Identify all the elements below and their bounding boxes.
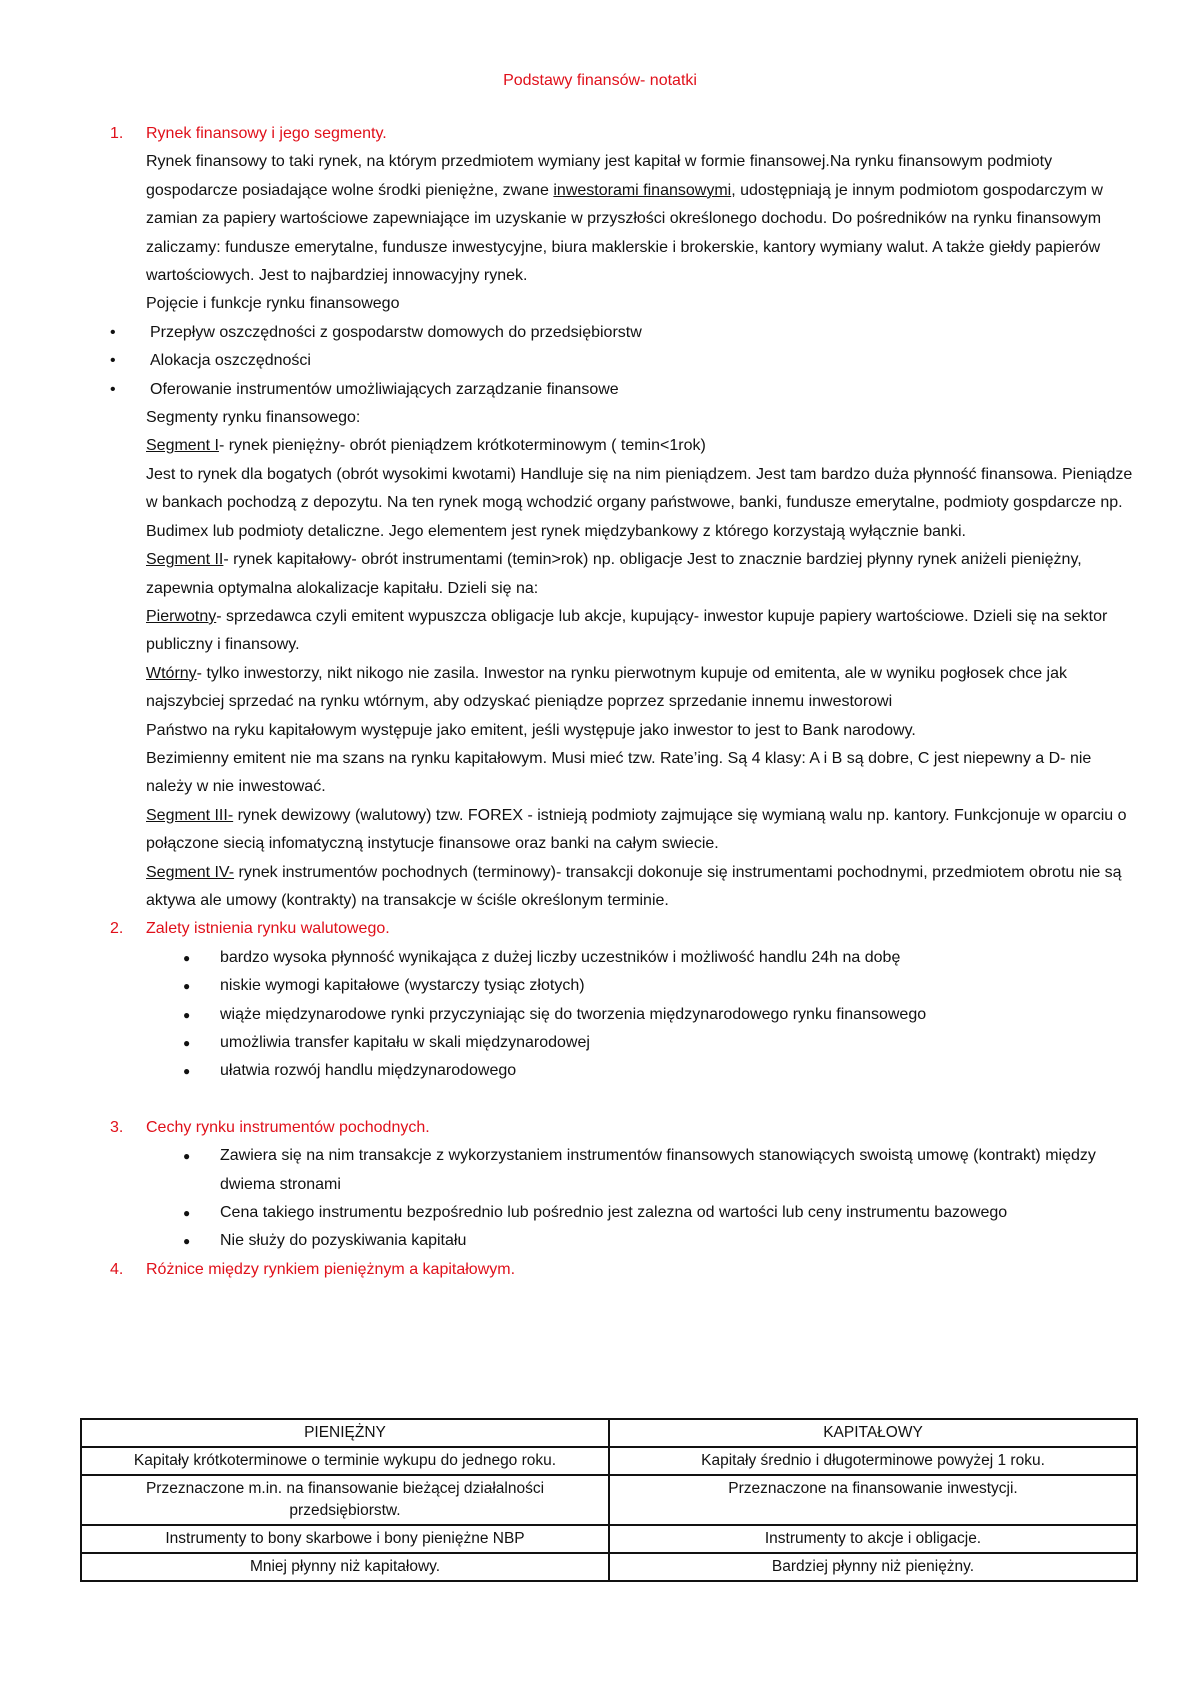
table-cell: Kapitały krótkoterminowe o terminie wykupu do jednego roku. [81,1447,609,1475]
segment-1-description: Jest to rynek dla bogatych (obrót wysokimi kwotami) Handluje się na nim pieniądzem. Jest tam bardzo duża płynność finansowa. Pieniądze w bankach pochodzą z depozytu. Na ten rynek mogą wchodzić organy państwowe, banki, fundusze emerytalne, podmioty gospdarcze np. Budimex lub podmioty detaliczne. Jego elementem jest rynek międzybankowy z którego korzystają wyłącznie banki. [146,465,1133,540]
segment-2 [80,546,1140,603]
table-row [81,1525,1137,1553]
list-item [80,1142,1140,1199]
table-cell: Kapitały średnio i długoterminowe powyżej 1 roku. [609,1447,1137,1475]
list-item [80,347,1140,375]
bullet-icon: ● [183,1234,191,1249]
table-row [81,1447,1137,1475]
bullet-icon: • [110,380,116,398]
segment-label: Segment I [146,437,219,455]
list-item [80,376,1140,404]
section-heading-1 [80,120,1140,148]
text-span: - rynek pieniężny- obrót pieniądzem krótkoterminowym ( temin<1rok) [218,437,706,455]
list-item-text: ułatwia rozwój handlu międzynarodowego [220,1062,517,1080]
section-title: Cechy rynku instrumentów pochodnych. [146,1118,430,1136]
table-cell: Przeznaczone na finansowanie inwestycji. [609,1475,1137,1525]
bullet-icon: ● [183,979,191,994]
segment-label: Wtórny [146,664,197,682]
state-paragraph: Państwo na ryku kapitałowym występuje jako emitent, jeśli występuje jako inwestor to jest to Bank narodowy. [146,721,916,739]
list-item-text: niskie wymogi kapitałowe (wystarczy tysiąc złotych) [220,977,585,995]
document-body [80,120,1140,1284]
segment-label: Segment II [146,551,224,569]
list-item [80,319,1140,347]
segment-1 [80,432,1140,460]
table-cell: Instrumenty to bony skarbowe i bony pieniężne NBP [81,1525,609,1553]
segments-heading: Segmenty rynku finansowego: [146,409,361,427]
table-header: PIENIĘŻNY [81,1419,609,1447]
text-span: , udostępniają je innym podmiotom gospodarczym w zamian za papiery wartościowe zapewniające im uzyskanie w przyszłości określonego dochodu. Do pośredników na rynku finansowym zaliczamy: fundusze emerytalne, fundusze inwestycyjne, biura maklerskie i brokerskie, kantory wymiany walut. A także giełdy papierów wartościowych. Jest to najbardziej innowacyjny rynek. [146,181,1103,285]
secondary-market [80,660,1140,717]
table-cell: Przeznaczone m.in. na finansowanie bieżącej działalności przedsiębiorstw. [81,1475,609,1525]
list-item-text: wiąże międzynarodowe rynki przyczyniając się do tworzenia międzynarodowego rynku finansowego [220,1005,927,1023]
segment-4 [80,859,1140,916]
functions-heading: Pojęcie i funkcje rynku finansowego [146,295,400,313]
text-span: Rynek finansowy to taki rynek, na którym przedmiotem wymiany jest kapitał w formie finansowej.Na rynku finansowym podmioty gospodarcze posiadające wolne środki pieniężne, zwane [146,153,1053,199]
section-number: 4. [110,1260,124,1278]
list-item [80,944,1140,972]
table-cell: Instrumenty to akcje i obligacje. [609,1525,1137,1553]
section-heading-2 [80,915,1140,943]
list-item [80,1029,1140,1057]
list-item-text: Zawiera się na nim transakcje z wykorzystaniem instrumentów finansowych stanowiących swoistą umowę (kontrakt) między dwiema stronami [220,1147,1096,1193]
bullet-icon: • [110,323,116,341]
bullet-icon: ● [183,1007,191,1022]
table-cell: Bardziej płynny niż pieniężny. [609,1553,1137,1581]
list-item-text: Nie służy do pozyskiwania kapitału [220,1232,467,1250]
comparison-table [80,1418,1138,1582]
list-item [80,1001,1140,1029]
list-item-text: umożliwia transfer kapitału w skali międzynarodowej [220,1034,590,1051]
table-cell: Mniej płynny niż kapitałowy. [81,1553,609,1581]
list-item-text: Oferowanie instrumentów umożliwiających zarządzanie finansowe [150,380,619,398]
list-item-text: bardzo wysoka płynność wynikająca z dużej liczby uczestników i możliwość handlu 24h na dobę [220,948,901,966]
bullet-icon: • [110,352,116,370]
segment-label: Segment III- [146,806,234,824]
section-title: Różnice między rynkiem pieniężnym a kapitałowym. [146,1260,516,1278]
text-span: - tylko inwestorzy, nikt nikogo nie zasila. Inwestor na rynku pierwotnym kupuje od emitenta, ale w wyniku pogłosek chce jak najszybciej sprzedać na rynku wtórnym, aby odzyskać pieniądze poprzez sprzedanie innemu inwestorowi [146,664,1068,711]
list-item [80,1227,1140,1255]
section-title: Rynek finansowy i jego segmenty. [146,125,387,142]
table-header: KAPITAŁOWY [609,1419,1137,1447]
bullet-icon: ● [183,950,191,965]
section-number: 2. [110,920,124,938]
rating-paragraph: Bezimienny emitent nie ma szans na rynku kapitałowym. Musi mieć tzw. Rate’ing. Są 4 klasy: A i B są dobre, C jest niepewny a D- nie należy w nie inwestować. [146,749,1092,796]
section-heading-3 [80,1114,1140,1142]
list-item-text: Przepływ oszczędności z gospodarstw domowych do przedsiębiorstw [150,323,642,341]
link-investors: inwestorami finansowymi [553,181,732,199]
text-span: rynek instrumentów pochodnych (terminowy)- transakcji dokonuje się instrumentami pochodnymi, przedmiotem obrotu nie są aktywa ale umowy (kontrakty) na transakcje w ściśle określonym terminie. [146,863,1122,909]
section-heading-4 [80,1256,1140,1284]
section-number: 3. [110,1118,124,1136]
section-number: 1. [110,125,124,142]
text-span: - sprzedawca czyli emitent wypuszcza obligacje lub akcje, kupujący- inwestor kupuje papiery wartościowe. Dzieli się na sektor publiczny i finansowy. [146,607,1108,654]
list-item [80,1199,1140,1227]
document-title: Podstawy finansów- notatki [503,72,697,89]
text-span: - rynek kapitałowy- obrót instrumentami (temin>rok) np. obligacje Jest to znacznie bardziej płynny rynek aniżeli pieniężny, zapewnia optymalna alokalizacje kapitału. Dzieli się na: [146,551,1082,597]
segment-3 [80,802,1140,859]
segment-label: Segment IV- [146,863,235,881]
bullet-icon: ● [183,1149,191,1164]
bullet-icon: ● [183,1206,191,1221]
spacer [80,1086,1140,1114]
list-item [80,972,1140,1000]
table-header-row [81,1419,1137,1447]
primary-market [80,603,1140,660]
list-item-text: Alokacja oszczędności [150,352,311,370]
bullet-icon: ● [183,1036,191,1050]
text-span: rynek dewizowy (walutowy) tzw. FOREX - istnieją podmioty zajmujące się wymianą walu np. kantory. Funkcjonuje w oparciu o połączone siecią infomatyczną instytucje finansowe oraz banki na całym swiecie. [146,806,1127,853]
paragraph-definition [80,148,1140,290]
bullet-icon: ● [183,1064,191,1079]
table-row [81,1475,1137,1525]
table-row [81,1553,1137,1581]
list-item [80,1057,1140,1085]
list-item-text: Cena takiego instrumentu bezpośrednio lub pośrednio jest zalezna od wartości lub ceny instrumentu bazowego [220,1204,1008,1222]
section-title: Zalety istnienia rynku walutowego. [146,920,390,938]
segment-label: Pierwotny [146,607,217,625]
